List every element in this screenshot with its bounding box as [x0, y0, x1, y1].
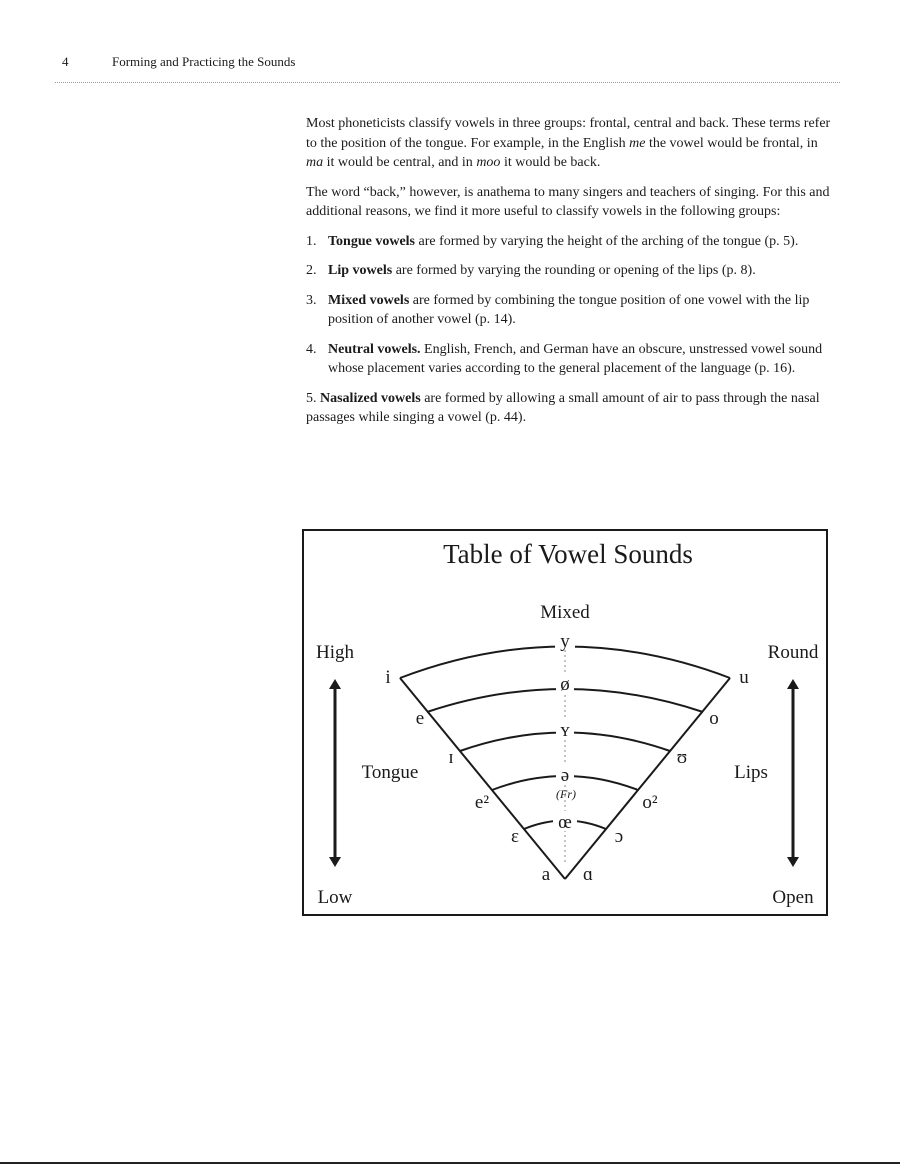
- list-item-neutral-vowels: 4. Neutral vowels. English, French, and German have an obscure, unstressed vowel sound whose placement varies according to the general placement of the language (p. 16).: [306, 341, 823, 376]
- tongue-vowel-i: i: [385, 667, 391, 688]
- lip-vowel-o2: o²: [642, 792, 658, 813]
- term-neutral-vowels: Neutral vowels.: [328, 341, 421, 357]
- lip-vowel-script-a: ɑ: [583, 864, 593, 885]
- tongue-vowel-a: a: [541, 864, 551, 885]
- mixed-vowel-o-slash: ø: [560, 674, 570, 695]
- open-label: Open: [772, 887, 814, 908]
- mixed-vowel-y: y: [560, 631, 570, 652]
- term-nasalized-vowels: Nasalized vowels: [320, 390, 421, 406]
- example-moo: moo: [476, 155, 501, 170]
- paragraph-2: The word “back,” however, is anathema to many singers and teachers of singing. For this and additional reasons, we find it more useful to classify vowels in the following groups:: [306, 184, 830, 219]
- vowel-chart-svg: [304, 531, 826, 914]
- example-ma: ma: [306, 155, 324, 170]
- lip-vowel-o: o: [709, 708, 719, 729]
- lip-vowel-open-o: ɔ: [614, 826, 624, 847]
- body-text: [306, 114, 836, 438]
- schwa-french-note: (Fr): [556, 787, 576, 801]
- lip-vowel-upsilon: ʊ: [676, 747, 688, 768]
- page-number: 4: [62, 54, 69, 69]
- mixed-vowel-small-cap-y: ʏ: [560, 720, 570, 741]
- list-item-nasalized-vowels: 5. Nasalized vowels are formed by allowing a small amount of air to pass through the nasal passages while singing a vowel (p. 44).: [306, 390, 820, 425]
- figure-title: Table of Vowel Sounds: [443, 539, 693, 569]
- tongue-label: Tongue: [361, 762, 419, 783]
- term-tongue-vowels: Tongue vowels: [328, 233, 416, 249]
- list-item-tongue-vowels: 1. Tongue vowels are formed by varying the height of the arching of the tongue (p. 5).: [306, 233, 799, 249]
- term-mixed-vowels: Mixed vowels: [328, 292, 410, 308]
- tongue-vowel-epsilon: ɛ: [511, 826, 519, 847]
- running-title: Forming and Practicing the Sounds: [112, 54, 296, 69]
- term-lip-vowels: Lip vowels: [328, 263, 393, 278]
- tongue-vowel-e: e: [415, 708, 425, 729]
- mixed-vowel-schwa: ə: [560, 765, 570, 786]
- low-label: Low: [317, 887, 353, 908]
- tongue-vowel-small-cap-i: ɪ: [448, 747, 454, 768]
- lips-label: Lips: [734, 762, 768, 783]
- vowel-table-figure: [302, 529, 828, 916]
- example-me: me: [629, 135, 646, 151]
- high-label: High: [316, 642, 354, 663]
- tongue-vowel-e2: e²: [474, 792, 490, 813]
- lip-vowel-u: u: [739, 667, 749, 688]
- mixed-label: Mixed: [540, 602, 590, 623]
- paragraph-1: Most phoneticists classify vowels in three groups: frontal, central and back. These terms refer to the position of the tongue. For example, in the English me the vowel would be frontal, in ma it would be central, and in moo it would be back.: [306, 116, 831, 170]
- header-rule: [55, 82, 840, 83]
- list-item-mixed-vowels: 3. Mixed vowels are formed by combining the tongue position of one vowel with the lip position of another vowel (p. 14).: [306, 292, 810, 327]
- round-label: Round: [767, 642, 819, 663]
- mixed-vowel-oe: œ: [558, 812, 572, 833]
- list-item-lip-vowels: 2. Lip vowels are formed by varying the rounding or opening of the lips (p. 8).: [306, 263, 756, 278]
